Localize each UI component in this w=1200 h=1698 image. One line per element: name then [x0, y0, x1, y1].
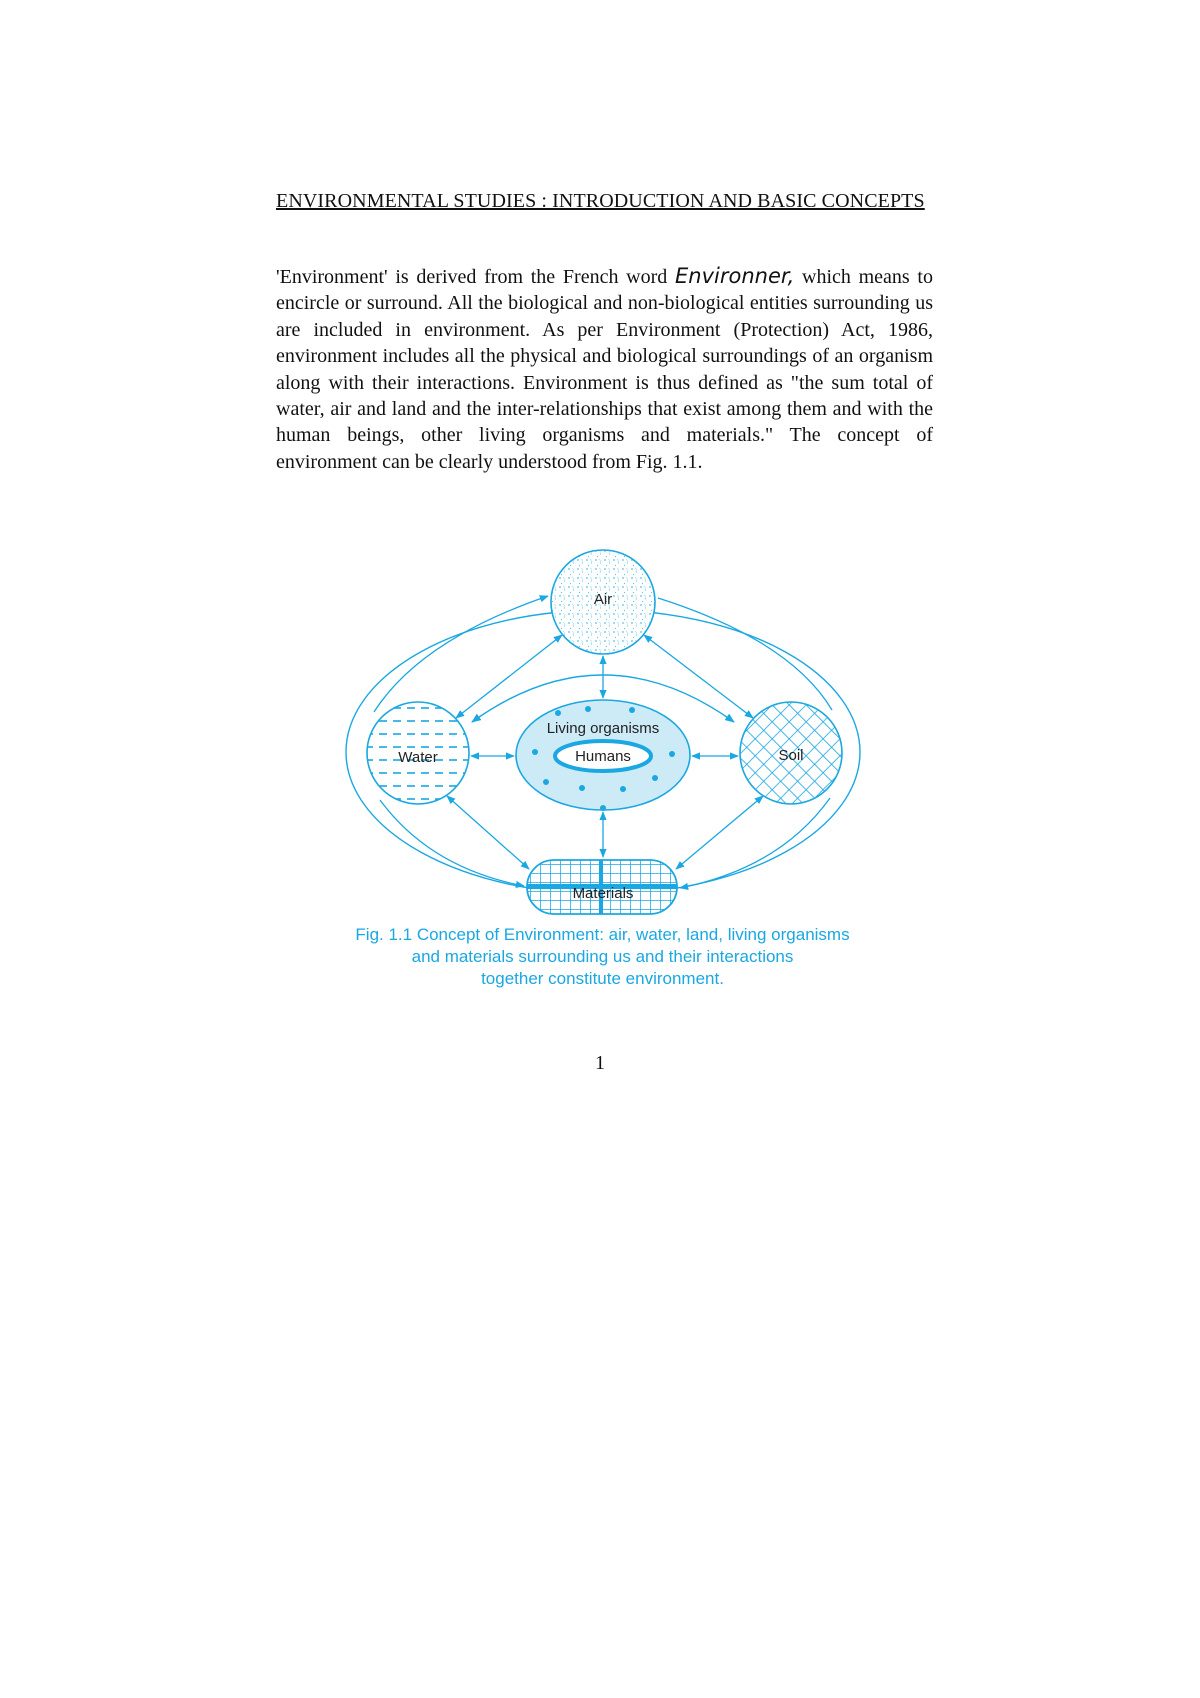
page-number: 1 [595, 1052, 605, 1074]
soil-label: Soil [778, 747, 804, 764]
living-organisms-label: Living organisms [546, 720, 660, 737]
caption-line-1: Fig. 1.1 Concept of Environment: air, water, land, living organisms [355, 925, 850, 944]
water-label: Water [398, 749, 438, 766]
arrow-outer-soil-materials [680, 798, 830, 888]
caption-line-3: together constitute environment. [481, 969, 724, 988]
arrow-air-soil [644, 635, 753, 718]
materials-label: Materials [572, 885, 634, 902]
arrow-water-materials [447, 796, 529, 869]
paragraph-part-1: 'Environment' is derived from the French word [276, 266, 676, 288]
page-title: ENVIRONMENTAL STUDIES : INTRODUCTION AND BASIC CONCEPTS [276, 190, 925, 212]
humans-label: Humans [575, 748, 631, 765]
arrow-outer-water-materials [380, 800, 524, 886]
figure-caption [300, 924, 905, 990]
air-label: Air [593, 591, 613, 608]
paragraph-emphasis: Environner, [675, 264, 795, 288]
arrow-air-water [456, 635, 562, 718]
caption-line-2: and materials surrounding us and their interactions [411, 947, 794, 966]
arrow-outer-water-air [374, 596, 548, 712]
arrow-soil-materials [676, 796, 763, 869]
paragraph-part-2: which means to encircle or surround. All the biological and non-biological entities surrounding us are included in environment. As per Environment (Protection) Act, 1986, environment includes all the physical and biological surroundings of an organism along with their interactions. Environment is thus defined as "the sum total of water, air and land and the inter-relationships that exist among them and with the human beings, other living organisms and materials." The concept of environment can be clearly understood from Fig. 1.1. [276, 266, 933, 473]
